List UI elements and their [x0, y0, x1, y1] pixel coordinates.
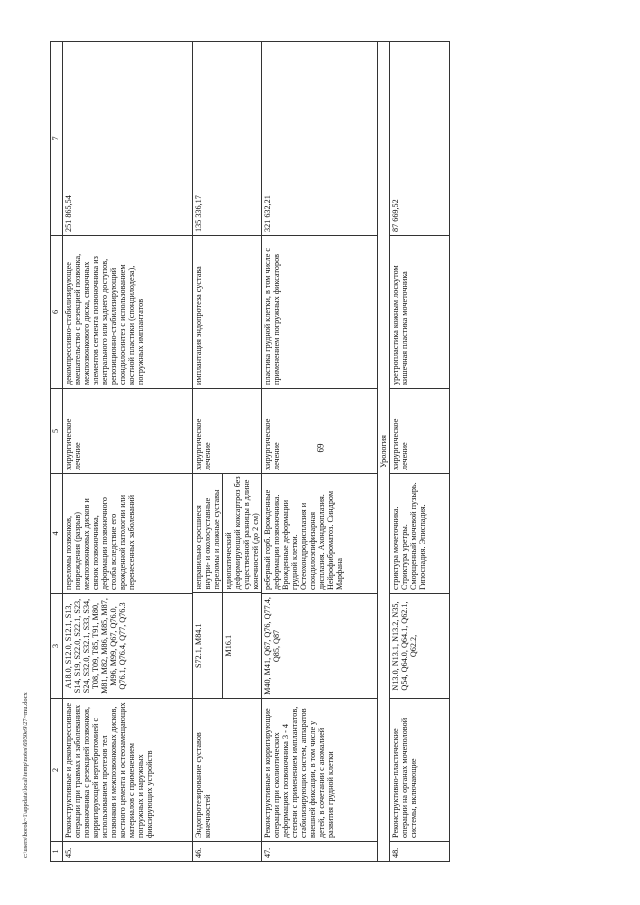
cost-value: 87 669,52 [390, 42, 450, 236]
diagnosis-codes: M40, M41, Q67, Q76, Q77.4, Q85, Q87 [262, 594, 378, 699]
cost-value: 321 632,21 [262, 42, 378, 236]
diagnosis-codes: N13.0, N13.1, N13.2, N35, Q54, Q64.0, Q64.1, Q62.1, Q62.2, [390, 594, 450, 699]
procedure-name: Эндопротезирование суставов конечностей [193, 699, 262, 842]
row-number: 45. [63, 842, 193, 862]
treatment-type: хирургическое лечение [262, 389, 378, 474]
file-path-footer: c:\users\borok~1\appdata\local\temp\notes\6930e9\27~mu.docx [22, 692, 29, 858]
col-header-2: 2 [51, 699, 63, 842]
col-header-6: 6 [51, 236, 63, 389]
table-row [262, 42, 378, 862]
table-row [63, 42, 193, 862]
treatment-method: уретропластика кожным лоскутом кишечная пластика мочеточника [390, 236, 450, 389]
table-row [390, 42, 450, 862]
codes-model-subtable [193, 473, 261, 698]
row-number: 48. [390, 842, 450, 862]
col-header-5: 5 [51, 389, 63, 474]
row-number: 46. [193, 842, 262, 862]
procedures-table [50, 41, 450, 862]
section-title: Урология [378, 42, 390, 862]
patient-model: стриктура мочеточника. Стриктура уретры. Сморщенный мочевой пузырь. Гипоспадия. Эписпадия. [390, 474, 450, 594]
table-row [193, 42, 262, 862]
col-header-3: 3 [51, 594, 63, 699]
treatment-type: хирургическое лечение [193, 389, 262, 474]
col-header-4: 4 [51, 474, 63, 594]
diagnosis-codes: M16.1 [223, 593, 262, 698]
row-number: 47. [262, 842, 378, 862]
procedure-name: Реконструктивно-пластические операции на органах мочеполовой системы, включающие [390, 699, 450, 842]
treatment-method: имплантация эндопротеза сустава [193, 236, 262, 389]
cost-value: 135 336,17 [193, 42, 262, 236]
diagnosis-codes: A18.0, S12.0, S12.1, S13, S14, S19, S22.0, S22.1, S23, S24, S32.0, S32.1, S33, S34, T08, T09, T85, T91, M80, M81, M82, M86, M85, M87, M96, M99, Q67, Q76.0, Q76.1, Q76.4, Q77, Q76.3 [63, 594, 193, 699]
cost-value: 251 865,54 [63, 42, 193, 236]
rotated-table-container [50, 42, 600, 862]
treatment-method: пластика грудной клетки, в том числе с применением погружных фиксаторов [262, 236, 378, 389]
col-header-7: 7 [51, 42, 63, 236]
col-header-1: 1 [51, 842, 63, 862]
treatment-type: хирургическое лечение [390, 389, 450, 474]
patient-model: неправильно сросшиеся внутри- и околосуставные переломы и ложные суставы [193, 473, 223, 593]
procedure-name: Реконструктивные и корригирующие операции при сколиотических деформациях позвоночника 3 - 4 степени с применением имплантатов, стабилизирующих систем, аппаратов внешней фиксации, в том числе у детей, в сочетании с аномалией развития грудной клетки [262, 699, 378, 842]
codes-model-split-cell [193, 474, 262, 699]
page-number: 69 [315, 443, 325, 453]
patient-model: переломы позвонков, повреждения (разрыв) межпозвонковых дисков и связок позвоночника, деформации позвоночного столба вследствие его врожденной патологии или перенесенных заболеваний [63, 474, 193, 594]
patient-model: реберный горб. Врожденные деформации позвоночника. Врожденные деформации грудной клетки. Остеохондродисплазия и спондилоэпифизарная дисплазия. Ахондроплазия. Нейрофиброматоз. Синдром Марфана [262, 474, 378, 594]
subrow [223, 473, 262, 698]
section-row [378, 42, 390, 862]
subrow [193, 473, 223, 698]
diagnosis-codes: S72.1, M84.1 [193, 593, 223, 698]
patient-model: идиопатический деформирующий коксартроз без существенной разницы в длине конечностей (до 2 см) [224, 476, 261, 590]
treatment-type: хирургическое лечение [63, 389, 193, 474]
treatment-method: декомпрессивно-стабилизирующее вмешательство с резекцией позвонка, межпозвонкового диска, связочных элементов сегмента позвоночника из вентрального или заднего доступов, репозиционно-стабилизирующий спондилосинтез с использованием костной пластики (спондилодеза), погружных имплантатов [63, 236, 193, 389]
procedure-name: Реконструктивные и декомпрессивные операции при травмах и заболеваниях позвоночника с резекцией позвонков, корригирующей вертебротомией с использованием протезов тел позвонков и межпозвонковых дисков, костного цемента и остеозамещающих материалов с применением погружных и наружных фиксирующих устройств [63, 699, 193, 842]
header-row [51, 42, 63, 862]
